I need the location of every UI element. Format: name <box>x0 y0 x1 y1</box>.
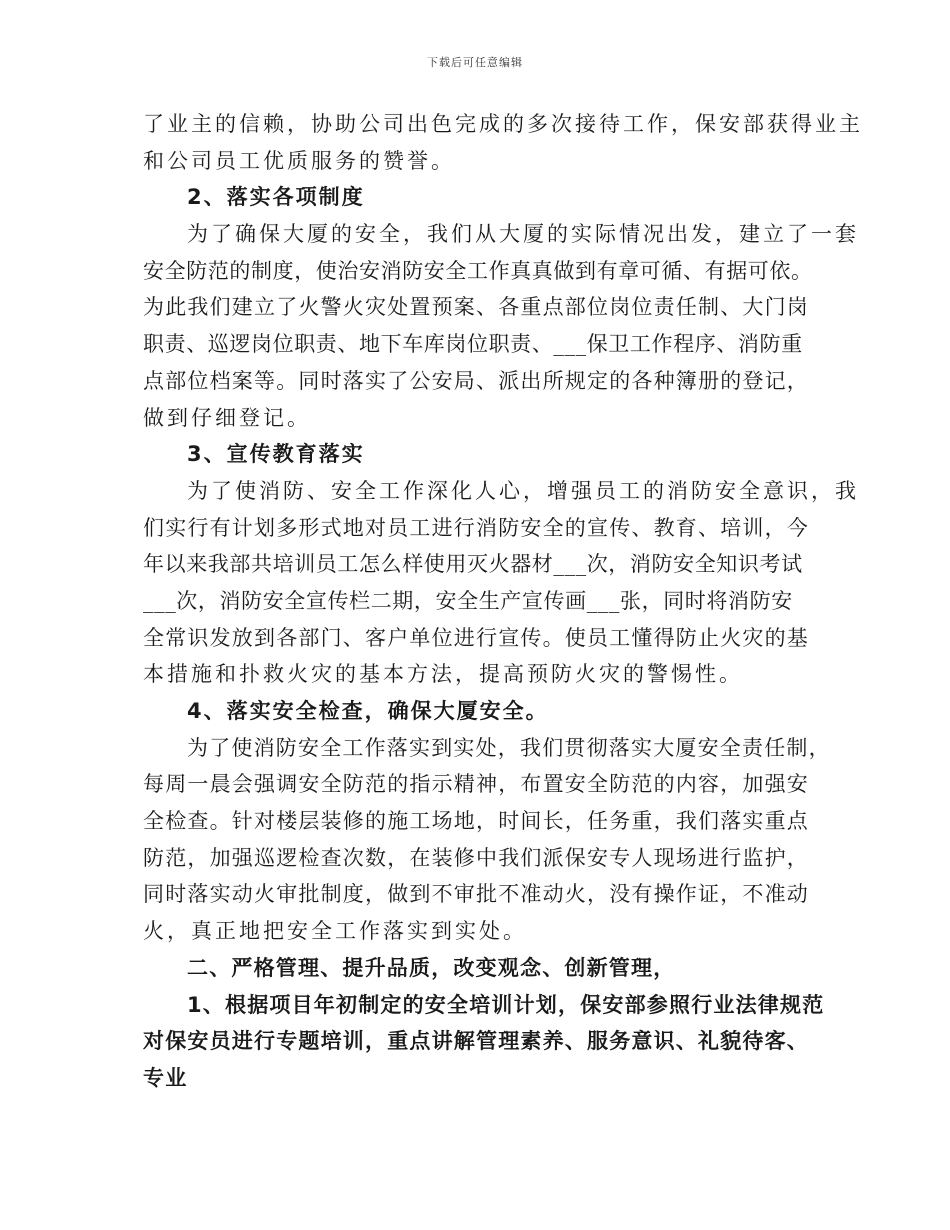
bold-paragraph-line: 专业 <box>143 1065 188 1090</box>
paragraph-line: 防范，加强巡逻检查次数，在装修中我们派保安专人现场进行监护， <box>143 845 809 870</box>
document-body <box>143 106 863 1097</box>
section-heading: 3、宣传教育落实 <box>187 442 365 467</box>
paragraph-line: 本措施和扑救火灾的基本方法，提高预防火灾的警惕性。 <box>143 662 743 687</box>
section-heading: 4、落实安全检查，确保大厦安全。 <box>187 699 549 723</box>
paragraph-line: 火，真正地把安全工作落实到实处。 <box>143 919 527 944</box>
page-header: 下载后可任意编辑 <box>427 56 523 69</box>
paragraph-line: 全检查。针对楼层装修的施工场地，时间长，任务重，我们落实重点 <box>143 809 809 834</box>
paragraph-line: 安全防范的制度，使治安消防安全工作真真做到有章可循、有据可依。 <box>143 258 813 283</box>
paragraph-line: 同时落实动火审批制度，做到不审批不准动火，没有操作证，不准动 <box>143 882 809 907</box>
paragraph-line: 每周一晨会强调安全防范的指示精神，布置安全防范的内容，加强安 <box>143 772 809 797</box>
paragraph-line: 做到仔细登记。 <box>143 405 311 430</box>
paragraph-line: 为了使消防安全工作落实到实处，我们贯彻落实大厦安全责任制， <box>187 735 831 760</box>
paragraph-line: 为了确保大厦的安全，我们从大厦的实际情况出发，建立了一套 <box>187 222 859 247</box>
section-heading: 2、落实各项制度 <box>187 185 365 210</box>
bold-paragraph-line: 1、根据项目年初制定的安全培训计划，保安部参照行业法律规范 <box>187 992 825 1017</box>
paragraph-line: 了业主的信赖，协助公司出色完成的多次接待工作，保安部获得业主 <box>143 112 863 136</box>
paragraph-line: 和公司员工优质服务的赞誉。 <box>143 148 455 173</box>
bold-paragraph-line: 对保安员进行专题培训，重点讲解管理素养、服务意识、礼貌待客、 <box>143 1029 809 1054</box>
paragraph-line: 们实行有计划多形式地对员工进行消防安全的宣传、教育、培训，今 <box>143 515 809 540</box>
paragraph-line: 为了使消防、安全工作深化人心，增强员工的消防安全意识，我 <box>187 478 859 503</box>
paragraph-line: 职责、巡逻岗位职责、地下车库岗位职责、___保卫工作程序、消防重 <box>143 332 803 357</box>
paragraph-line: 年以来我部共培训员工怎么样使用灭火器材___次，消防安全知识考试 <box>143 552 803 577</box>
paragraph-line: ___次，消防安全宣传栏二期，安全生产宣传画___张，同时将消防安 <box>143 588 793 613</box>
paragraph-line: 全常识发放到各部门、客户单位进行宣传。使员工懂得防止火灾的基 <box>143 625 809 650</box>
section-heading: 二、严格管理、提升品质，改变观念、创新管理， <box>187 955 676 980</box>
paragraph-line: 点部位档案等。同时落实了公安局、派出所规定的各种簿册的登记， <box>143 368 809 393</box>
paragraph-line: 为此我们建立了火警火灾处置预案、各重点部位岗位责任制、大门岗 <box>143 295 809 320</box>
